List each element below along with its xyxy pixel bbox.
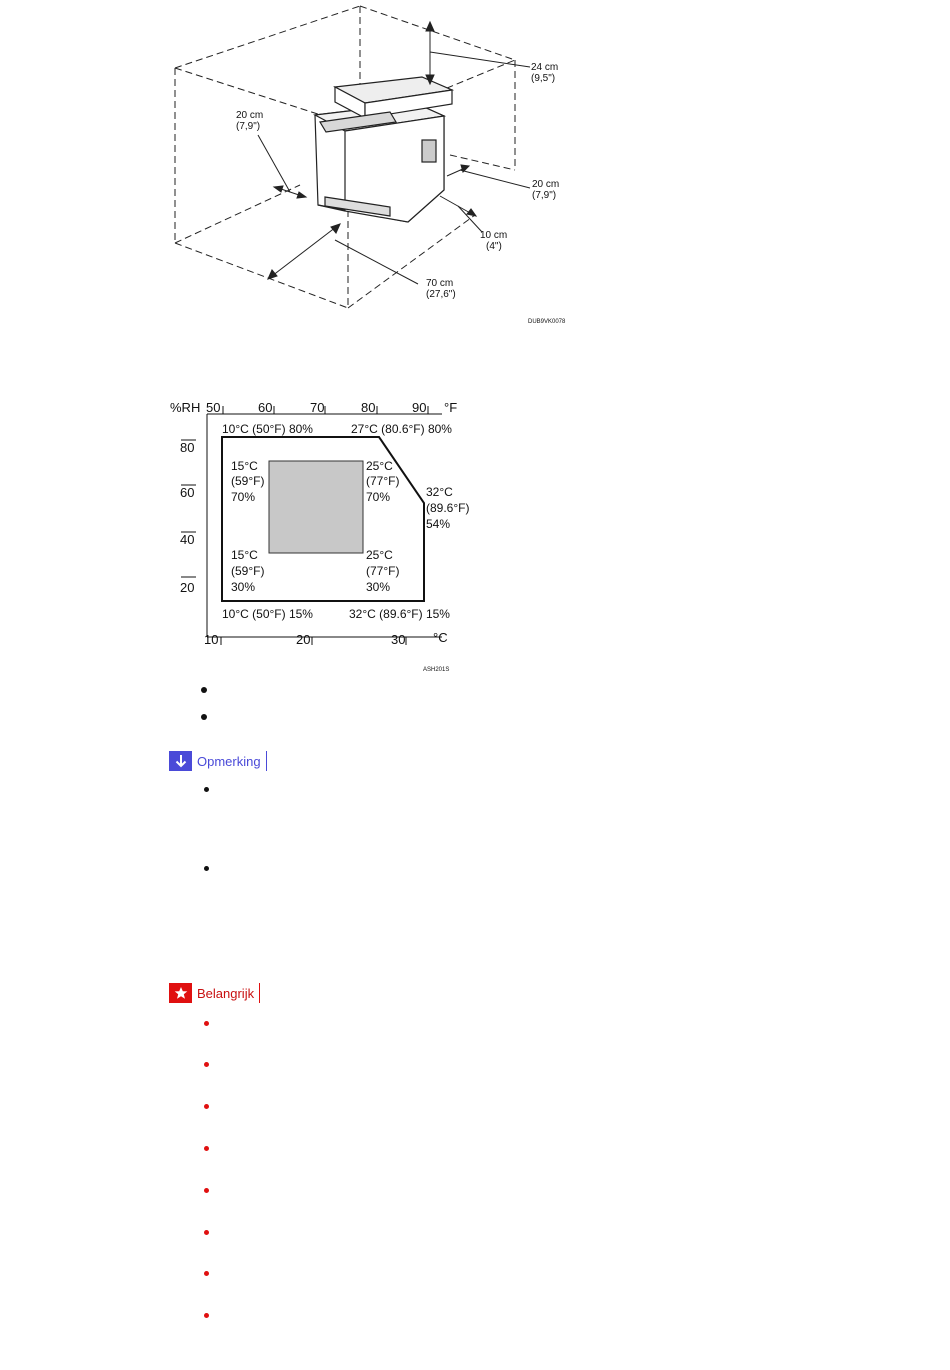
dim-front-in: (27,6") [426,289,456,300]
rh-tick: 40 [180,532,195,547]
c-tick: 20 [296,632,311,647]
inner-label: (77°F) [366,564,400,578]
important-bullet [204,1188,209,1193]
important-label: Belangrijk [192,983,259,1003]
dim-left-in: (7,9") [236,121,261,132]
rh-tick: 60 [180,485,195,500]
important-bullet [204,1021,209,1026]
important-bullet [204,1230,209,1235]
corner-label-top-left: 10°C (50°F) 80% [222,422,313,436]
f-tick: 50 [206,400,221,415]
important-bullet [204,1313,209,1318]
inner-label: (59°F) [231,474,265,488]
corner-label-right: 54% [426,517,451,531]
recommended-area [269,461,363,553]
inner-label: (59°F) [231,564,265,578]
important-bullet [204,1104,209,1109]
rh-tick: 80 [180,440,195,455]
corner-label-top-right: 27°C (80.6°F) 80% [351,422,452,436]
dim-top-cm: 24 cm [531,62,559,73]
f-tick: 90 [412,400,427,415]
f-tick: 70 [310,400,325,415]
inner-label: 70% [366,490,391,504]
important-badge [169,983,260,1003]
corner-label-bottom-right: 32°C (89.6°F) 15% [349,607,450,621]
dim-top-in: (9,5") [531,73,556,84]
corner-label-bottom-left: 10°C (50°F) 15% [222,607,313,621]
important-bullet [204,1146,209,1151]
note-badge [169,751,267,771]
inner-label: 30% [366,580,391,594]
important-bullet [204,1271,209,1276]
inner-label: 25°C [366,459,393,473]
f-axis-unit: °F [444,400,458,415]
note-label: Opmerking [192,751,266,771]
important-bullet [204,1062,209,1067]
c-axis-unit: °C [433,630,448,645]
figure-code: DUB9VK0078 [528,319,566,325]
dim-rear-cm: 10 cm [480,230,508,241]
printer-illustration [315,77,452,222]
f-tick: 80 [361,400,376,415]
corner-label-right: (89.6°F) [426,501,470,515]
list-bullet [201,714,207,720]
list-bullet [201,687,207,693]
dim-right-in: (7,9") [532,190,557,201]
chart-code: ASH201S [423,667,450,673]
c-tick: 10 [204,632,219,647]
inner-label: 15°C [231,548,258,562]
f-tick: 60 [258,400,273,415]
inner-label: 25°C [366,548,393,562]
inner-label: 30% [231,580,256,594]
inner-label: 70% [231,490,256,504]
dim-right-cm: 20 cm [532,179,560,190]
note-bullet [204,866,209,871]
inner-label: (77°F) [366,474,400,488]
rh-axis-label: %RH [170,400,201,415]
rh-tick: 20 [180,580,195,595]
clearance-diagram [160,0,590,335]
corner-label-right: 32°C [426,485,453,499]
arrow-down-icon [170,751,192,771]
dim-rear-in: (4") [486,241,502,252]
environment-chart [160,395,470,680]
dim-front-cm: 70 cm [426,278,454,289]
star-icon [170,983,192,1003]
dim-left-cm: 20 cm [236,110,264,121]
c-tick: 30 [391,632,406,647]
note-bullet [204,787,209,792]
inner-label: 15°C [231,459,258,473]
